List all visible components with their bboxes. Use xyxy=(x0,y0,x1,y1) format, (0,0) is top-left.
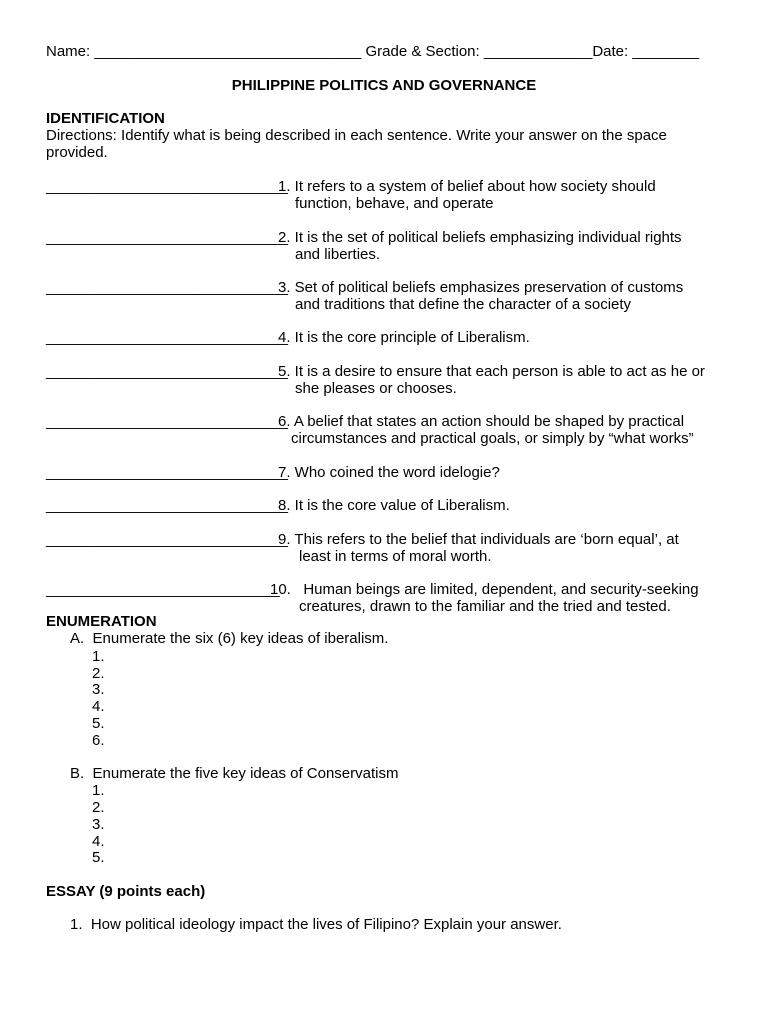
essay-question: 1. How political ideology impact the lives of Filipino? Explain your answer. xyxy=(70,916,562,933)
enumeration-b-item[interactable]: 1. xyxy=(92,782,105,799)
enumeration-b-item[interactable]: 3. xyxy=(92,816,105,833)
question-text: 7. Who coined the word idelogie? xyxy=(278,464,500,481)
identification-directions: Directions: Identify what is being described in each sentence. Write your answer on the space provided. xyxy=(46,127,667,161)
enumeration-a-item[interactable]: 3. xyxy=(92,681,105,698)
answer-blank[interactable]: _____________________________ xyxy=(46,531,288,548)
question-text: 2. It is the set of political beliefs emphasizing individual rights xyxy=(278,229,682,246)
question-text: 1. It refers to a system of belief about how society should xyxy=(278,178,656,195)
question-text: 10. Human beings are limited, dependent, and security-seeking xyxy=(270,581,699,598)
question-text-continued: function, behave, and operate xyxy=(295,195,494,212)
answer-blank[interactable]: _____________________________ xyxy=(46,413,288,430)
enumeration-a-item[interactable]: 5. xyxy=(92,715,105,732)
enumeration-b-item[interactable]: 2. xyxy=(92,799,105,816)
question-text: 9. This refers to the belief that individuals are ‘born equal’, at xyxy=(278,531,679,548)
answer-blank[interactable]: _____________________________ xyxy=(46,279,288,296)
question-text-continued: and traditions that define the character of a society xyxy=(295,296,632,313)
answer-blank[interactable]: _____________________________ xyxy=(46,229,288,246)
page-title: PHILIPPINE POLITICS AND GOVERNANCE xyxy=(231,77,537,94)
name-grade-date-line[interactable]: Name: ________________________________ Grade & Section: _____________Date: ________ xyxy=(46,43,700,60)
answer-blank[interactable]: _____________________________ xyxy=(46,497,288,514)
enumeration-b-item[interactable]: 4. xyxy=(92,833,105,850)
answer-blank[interactable]: _____________________________ xyxy=(46,464,288,481)
enumeration-b-item[interactable]: 5. xyxy=(92,849,105,866)
question-text-continued: circumstances and practical goals, or simply by “what works” xyxy=(291,430,694,447)
enumeration-a-item[interactable]: 6. xyxy=(92,732,105,749)
question-text-continued: creatures, drawn to the familiar and the tried and tested. xyxy=(299,598,671,615)
enumeration-a-item[interactable]: 1. xyxy=(92,648,105,665)
question-text-continued: least in terms of moral worth. xyxy=(299,548,492,565)
enumeration-b-prompt: B. Enumerate the five key ideas of Conservatism xyxy=(70,765,399,782)
question-text: 5. It is a desire to ensure that each person is able to act as he or xyxy=(278,363,705,380)
answer-blank[interactable]: _____________________________ xyxy=(46,363,288,380)
identification-heading: IDENTIFICATION xyxy=(46,110,165,127)
enumeration-heading: ENUMERATION xyxy=(46,613,157,630)
question-text-continued: and liberties. xyxy=(295,246,381,263)
answer-blank[interactable]: ____________________________ xyxy=(46,581,280,598)
enumeration-a-prompt: A. Enumerate the six (6) key ideas of iberalism. xyxy=(70,630,389,647)
essay-heading: ESSAY (9 points each) xyxy=(46,883,206,900)
question-text: 4. It is the core principle of Liberalism. xyxy=(278,329,530,346)
question-text: 3. Set of political beliefs emphasizes preservation of customs xyxy=(278,279,684,296)
question-text: 6. A belief that states an action should be shaped by practical xyxy=(278,413,685,430)
answer-blank[interactable]: _____________________________ xyxy=(46,329,288,346)
answer-blank[interactable]: _____________________________ xyxy=(46,178,288,195)
question-text-continued: she pleases or chooses. xyxy=(295,380,457,397)
enumeration-a-item[interactable]: 2. xyxy=(92,665,105,682)
enumeration-a-item[interactable]: 4. xyxy=(92,698,105,715)
question-text: 8. It is the core value of Liberalism. xyxy=(278,497,510,514)
